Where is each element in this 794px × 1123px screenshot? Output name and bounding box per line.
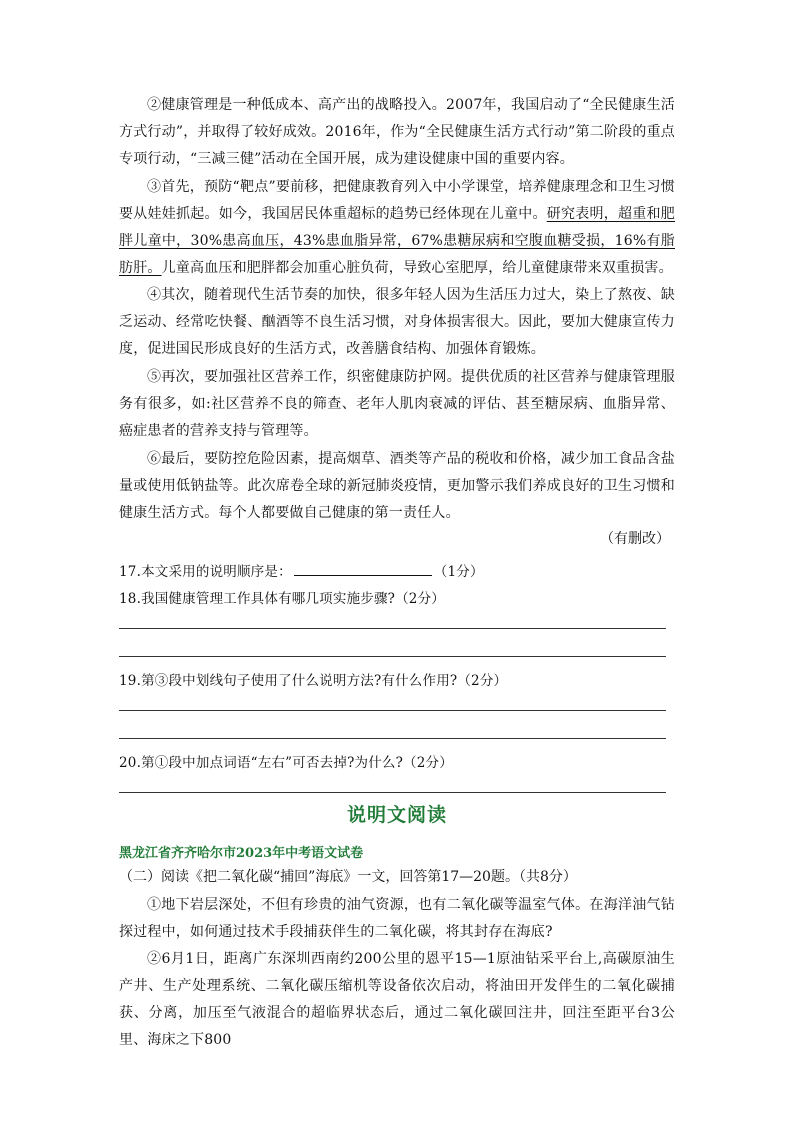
question-17 — [119, 560, 484, 580]
passage-paragraph-3 — [119, 174, 675, 282]
passage-paragraph-4: ④其次，随着现代生活节奏的加快，很多年轻人因为生活压力过大，染上了熬夜、缺乏运动、经常吃快餐、酗酒等不良生活习惯，对身体损害很大。因此，要加大健康宣传力度，促进国民形成良好的生活方式，改善膳食结构、加强体育锻炼。 — [119, 287, 675, 357]
passage-paragraph-2: ②健康管理是一种低成本、高产出的战略投入。2007年，我国启动了“全民健康生活方式行动”，并取得了较好成效。2016年，作为“全民健康生活方式行动”第二阶段的重点专项行动，“三减三健”活动在全国开展，成为建设健康中国的重要内容。 — [119, 97, 675, 167]
exam-source: 黑龙江省齐齐哈尔市2023年中考语文试卷 — [119, 846, 364, 861]
question-18: 18.我国健康管理工作具体有哪几项实施步骤?（2分） — [119, 591, 445, 607]
answer-line-19-1[interactable] — [119, 710, 666, 711]
question-20: 20.第①段中加点词语“左右”可否去掉?为什么?（2分） — [119, 755, 453, 771]
edit-note: （有删改） — [600, 531, 670, 547]
section-heading: 说明文阅读 — [346, 804, 447, 826]
section-paragraph-1: ①地下岩层深处，不但有珍贵的油气资源，也有二氧化碳等温室气体。在海洋油气钻探过程中，如何通过技术手段捕获伴生的二氧化碳，将其封存在海底? — [119, 897, 675, 940]
paragraph-3-conclusion: 儿童高血压和肥胖都会加重心脏负荷，导致心室肥厚，给儿童健康带来双重损害。 — [161, 260, 673, 276]
answer-line-18-1[interactable] — [119, 628, 666, 629]
section-paragraph-2: ②6月1日，距离广东深圳西南约200公里的恩平15—1原油钻采平台上,高碳原油生产井、生产处理系统、二氧化碳压缩机等设备依次启动，将油田开发伴生的二氧化碳捕获、分离，加压至气液混合的超临界状态后，通过二氧化碳回注井，回注至距平台3公里、海床之下800 — [119, 951, 675, 1048]
question-17-score: （1分） — [433, 564, 484, 580]
reading-intro: （二）阅读《把二氧化碳“捕回”海底》一文，回答第17—20题。（共8分） — [119, 869, 577, 885]
question-19: 19.第③段中划线句子使用了什么说明方法?有什么作用?（2分） — [119, 673, 508, 689]
answer-line-18-2[interactable] — [119, 656, 666, 657]
answer-line-19-2[interactable] — [119, 738, 666, 739]
paragraph-3-intro: ③首先，预防“靶点”要前移，把健康教育列入中小学课堂，培养健康理念和卫生习惯要从娃娃抓起。如今，我国居民体重超标的趋势已经体现在儿童中。 — [119, 179, 675, 222]
passage-paragraph-5: ⑤再次，要加强社区营养工作，织密健康防护网。提供优质的社区营养与健康管理服务有很多，如:社区营养不良的筛查、老年人肌肉衰减的评估、甚至糖尿病、血脂异常、癌症患者的营养支持与管理等。 — [119, 369, 675, 439]
underlined-sentence: 研究表明，超重和肥胖儿童中，30%患高血压，43%患血脂异常，67%患糖尿病和空腹血糖受损，16%有脂肪肝。 — [119, 206, 675, 276]
passage-paragraph-6: ⑥最后，要防控危险因素，提高烟草、酒类等产品的税收和价格，减少加工食品含盐量或使用低钠盐等。此次席卷全球的新冠肺炎疫情，更加警示我们养成良好的卫生习惯和健康生活方式。每个人都要做自己健康的第一责任人。 — [119, 451, 675, 521]
answer-blank-17[interactable] — [294, 561, 432, 576]
answer-line-20-1[interactable] — [119, 792, 666, 793]
question-17-text: 17.本文采用的说明顺序是： — [119, 564, 292, 580]
